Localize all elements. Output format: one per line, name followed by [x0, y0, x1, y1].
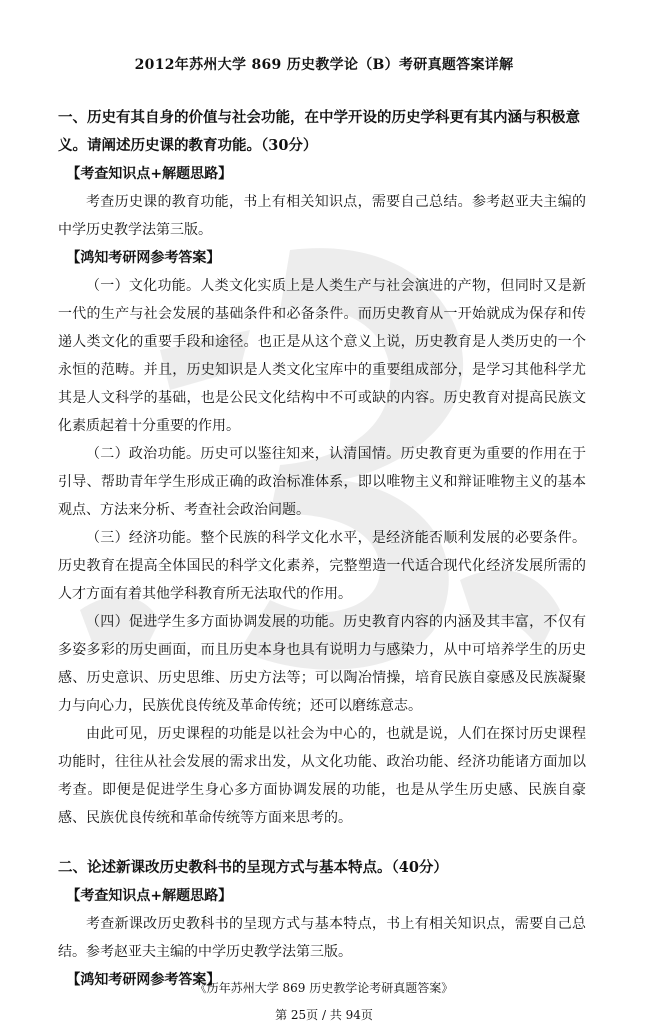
- question-1-paragraph: （四）促进学生多方面协调发展的功能。历史教育内容的内涵及其丰富，不仅有多姿多彩的历史画面，而且历史本身也具有说明力与感染力，从中可培养学生的历史感、历史意识、历史思维、历史方法等；可以陶冶情操，培育民族自豪感及民族凝聚力与向心力，民族优良传统及革命传统；还可以磨练意志。: [58, 614, 586, 714]
- question-1-heading: 一、历史有其自身的价值与社会功能，在中学开设的历史学科更有其内涵与积极意义。请阐述历史课的教育功能。（30分）: [58, 109, 580, 154]
- question-2-heading: 二、论述新课改历史教科书的呈现方式与基本特点。（40分）: [58, 859, 448, 876]
- footer-page-number: 第 25页 / 共 94页: [275, 1008, 373, 1022]
- footer-book-title: 《历年苏州大学 869 历史教学论考研真题答案》: [194, 981, 454, 995]
- question-2-knowledge-text: 考查新课改历史教科书的呈现方式与基本特点，书上有相关知识点，需要自己总结。参考赵亚夫主编的中学历史教学法第三版。: [58, 916, 586, 960]
- question-1-knowledge-label: 【考查知识点+解题思路】: [66, 166, 233, 182]
- question-1-paragraph: （一）文化功能。人类文化实质上是人类生产与社会演进的产物，但同时又是新一代的生产与社会发展的基础条件和必备条件。而历史教育从一开始就成为保存和传递人类文化的重要手段和途径。也正是从这个意义上说，历史教育是人类历史的一个永恒的范畴。并且，历史知识是人类文化宝库中的重要组成部分，是学习其他科学尤其是人文科学的基础，也是公民文化结构中不可或缺的内容。历史教育对提高民族文化素质起着十分重要的作用。: [58, 278, 586, 434]
- question-1-answer-label: 【鸿知考研网参考答案】: [66, 250, 221, 266]
- question-2-answer-label: 【鸿知考研网参考答案】: [66, 972, 221, 988]
- section-spacer: [58, 832, 586, 854]
- document-title: 2012年苏州大学 869 历史教学论（B）考研真题答案详解: [134, 57, 514, 73]
- document-body: [58, 104, 586, 994]
- question-1-paragraph: 由此可见，历史课程的功能是以社会为中心的，也就是说，人们在探讨历史课程功能时，往往从社会发展的需求出发，从文化功能、政治功能、经济功能诸方面加以考查。即便是促进学生身心多方面协调发展的功能，也是从学生历史感、民族自豪感、民族优良传统和革命传统等方面来思考的。: [58, 726, 586, 826]
- question-1-paragraph: （三）经济功能。整个民族的科学文化水平，是经济能否顺利发展的必要条件。历史教育在提高全体国民的科学文化素养，完整塑造一代适合现代化经济发展所需的人才方面有着其他学科教育所无法取代的作用。: [58, 530, 586, 602]
- question-1-knowledge-text: 考查历史课的教育功能，书上有相关知识点，需要自己总结。参考赵亚夫主编的中学历史教学法第三版。: [58, 194, 586, 238]
- question-2-knowledge-label: 【考查知识点+解题思路】: [66, 888, 233, 904]
- question-1-paragraph: （二）政治功能。历史可以鉴往知来，认清国情。历史教育更为重要的作用在于引导、帮助青年学生形成正确的政治标准体系，即以唯物主义和辩证唯物主义的基本观点、方法来分析、考查社会政治问题。: [58, 446, 586, 518]
